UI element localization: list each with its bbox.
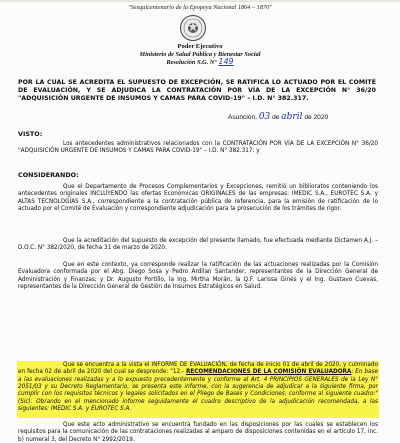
considerando-p3-text: Que en este contexto, ya corresponde realizar la ratificación de las actuaciones realizadas por la Comisión Evaluadora conformada por el Abg. Diego Sosa y Pedro Ardilan Santander, representantes de la Dirección General de Administración y Finanzas; y Dr. Augusto Portillo, la Ing. Mirtha Morán, la Q.F. Larissa Ginés y el Ing. Gustavo Cuevas, representantes de la Dirección General de Gestión de Insumos Estratégicos en Salud. [18,262,378,291]
recommendations-title: RECOMENDACIONES DE LA COMISIÓN EVALUADORA [185,369,352,376]
scan-edge [0,0,400,2]
visto-label: VISTO: [18,130,43,138]
considerando-label: CONSIDERANDO: [18,171,79,179]
executive-title: Poder Ejecutivo [177,43,223,50]
date-line [228,112,328,122]
visto-paragraph [18,141,378,156]
date-year: de 2020 [304,114,329,121]
ministry-name: Ministerio de Salud Pública y Bienestar Social [139,50,261,58]
date-day: 03 [258,112,271,122]
resolution-heading: POR LA CUAL SE ACREDITA EL SUPUESTO DE EXCEPCIÓN, SE RATIFICA LO ACTUADO POR EL COMITÉ DE EVALUACIÓN, Y SE ADJUDICA LA CONTRATACIÓN POR VÍA DE LA EXCEPCIÓN N° 36/20 "ADQUISICIÓN URGENTE DE INSUMOS Y CAMAS PARA COVID-19" – I.D. N° 382.317. [18,79,376,103]
considerando-p5 [18,422,378,443]
resolution-prefix: Resolución S.G. N° [166,59,217,66]
header-motto: "Sesquicentenario de la Epopeya Nacional 1864 – 1870" [128,4,272,11]
date-of: de [272,114,280,121]
visto-text: Los antecedentes administrativos relacionados con la CONTRATACIÓN POR VÍA DE LA EXCEPCIÓN N° 36/20 "ADQUISICIÓN URGENTE DE INSUMOS Y CAMAS PARA COVID-19" – I.D. N° 382.317; y [18,141,378,155]
p4-intro: Que se encuentra a la vista el INFORME DE EVALUACIÓN, de fecha de inicio 01 de abril de 2020, y culminado en fecha 02 de abril de 2020 del cual se desprende: "12.- [18,362,378,376]
date-month: abril [281,112,303,122]
considerando-p5-text: Que este acto administrativo se encuentra fundado en las disposiciones por las cuales se establecen los requisitos para la comunicación de las contrataciones realizadas al amparo de disposiciones contenidas en el artículo 17, inc. b) numeral 3, del Decreto N° 2992/2019. [18,422,378,443]
executive-block [0,43,400,67]
considerando-p1 [18,184,378,213]
national-seal-icon [179,14,207,42]
considerando-p3 [18,262,378,291]
considerando-p2 [18,238,378,253]
considerando-p4-text [18,362,378,413]
resolution-number: 149 [218,57,234,66]
considerando-p1-text: Que el Departamento de Procesos Complementarios y Excepciones, remitió un biblioratos conteniendo los antecedentes originales INCLUYENDO las ofertas Económicas ORIGINALES de las empresas: IMEDIC S.A., EUROTEC S.A. y ALTAS TECNOLOGÍAS S.A., correspondiente a la contratación pública de referencia, para la emisión de ratificación de lo actuado por el Comité de Evaluación y correspondiente adjudicación para la prosecución de los trámites de rigor. [18,184,378,213]
considerando-p4 [18,362,378,413]
date-place: Asunción, [228,114,257,121]
resolution-line [0,58,400,67]
considerando-p2-text: Que la acreditación del supuesto de excepción del presente llamado, fue efectuada mediante Dictamen A.J. – D.O.C. N° 382/2020, de fecha 31 de marzo de 2020. [18,238,378,252]
p4-quote: : En base a las evaluaciones realizadas y a lo expuesto precedentemente y conforme al Art. 4 PRINCIPIOS GENERALES de la Ley N° 2051/03 y su Decreto Reglamentario, se presenta este informe, con la sugerencia de adjudicar a la siguiente firma, por cumplir con los requisitos técnicos y legales solicitados en el Pliego de Bases y Condiciones; conforme al siguiente cuadro:"(Sic). Obrando en el mencionado informe seguidamente el cuadro descriptivo de la adjudicación recomendada, a las siguientes: IMEDIC S.A. y EUROTEC S.A. [18,369,379,413]
